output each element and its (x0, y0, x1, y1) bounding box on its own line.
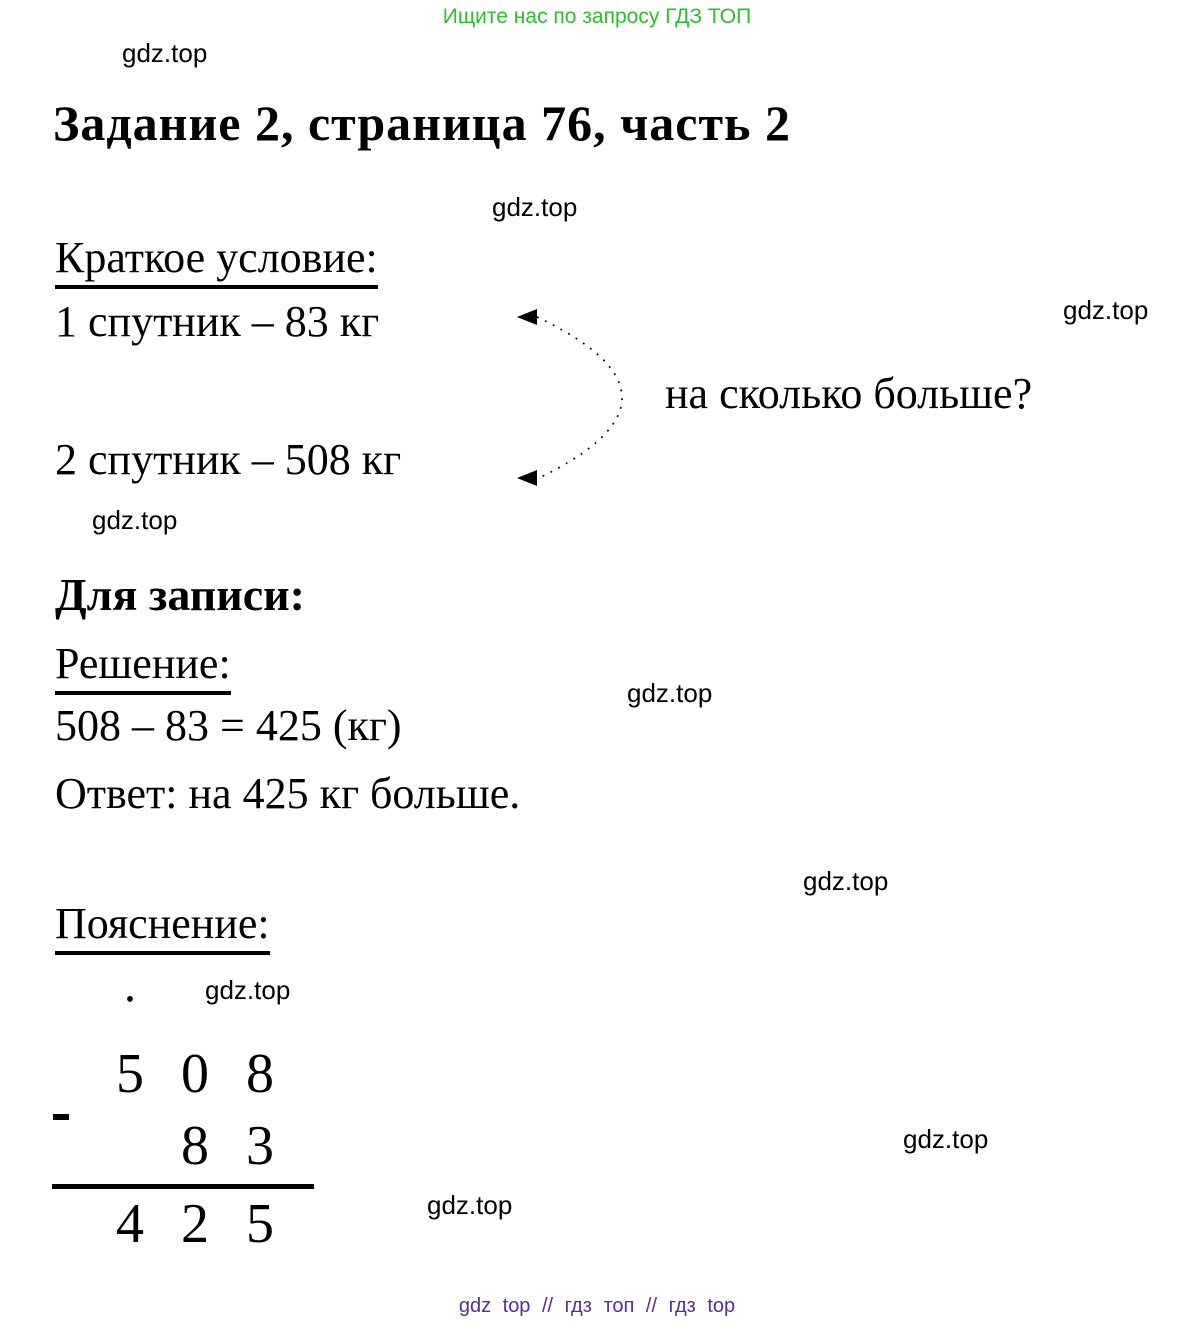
difference-digit: 2 (181, 1193, 209, 1255)
solution-heading-text: Решение: (55, 639, 231, 695)
comparison-arrow-icon (505, 300, 645, 495)
borrow-dot: • (125, 987, 135, 1013)
minus-sign (53, 1114, 69, 1120)
promo-banner: Ищите нас по запросу ГДЗ ТОП (442, 5, 752, 28)
watermark: gdz.top (92, 505, 178, 535)
condition-heading (55, 234, 378, 282)
difference-digit: 5 (246, 1193, 274, 1255)
watermark: gdz.top (427, 1190, 513, 1220)
minuend-digit: 8 (246, 1043, 274, 1105)
equals-rule (52, 1184, 314, 1189)
page-title: Задание 2, страница 76, часть 2 (53, 95, 791, 151)
condition-satellite-2: 2 спутник – 508 кг (55, 435, 402, 484)
column-subtraction (52, 985, 332, 1275)
minus-sign-label (53, 1114, 54, 1115)
watermark: gdz.top (122, 38, 208, 68)
explanation-heading-text: Пояснение: (55, 899, 270, 955)
watermark: gdz.top (903, 1124, 989, 1154)
subtrahend-digit: 8 (181, 1115, 209, 1177)
watermark: gdz.top (205, 975, 291, 1005)
condition-satellite-1: 1 спутник – 83 кг (55, 297, 380, 346)
condition-heading-text: Краткое условие: (55, 233, 378, 289)
footer-links: gdz top // гдз топ // гдз top (458, 1295, 736, 1317)
watermark: gdz.top (1063, 295, 1149, 325)
solution-equation: 508 – 83 = 425 (кг) (55, 701, 402, 750)
solution-heading (55, 640, 231, 688)
watermark: gdz.top (803, 866, 889, 896)
difference-digit: 4 (116, 1193, 144, 1255)
explanation-heading (55, 900, 270, 948)
minuend-digit: 5 (116, 1043, 144, 1105)
condition-question: на сколько больше? (665, 369, 1033, 418)
minuend-digit: 0 (181, 1043, 209, 1105)
watermark: gdz.top (627, 678, 713, 708)
solution-answer: Ответ: на 425 кг больше. (55, 769, 521, 818)
watermark: gdz.top (492, 192, 578, 222)
for-record-label: Для записи: (55, 569, 305, 620)
subtrahend-digit: 3 (246, 1115, 274, 1177)
